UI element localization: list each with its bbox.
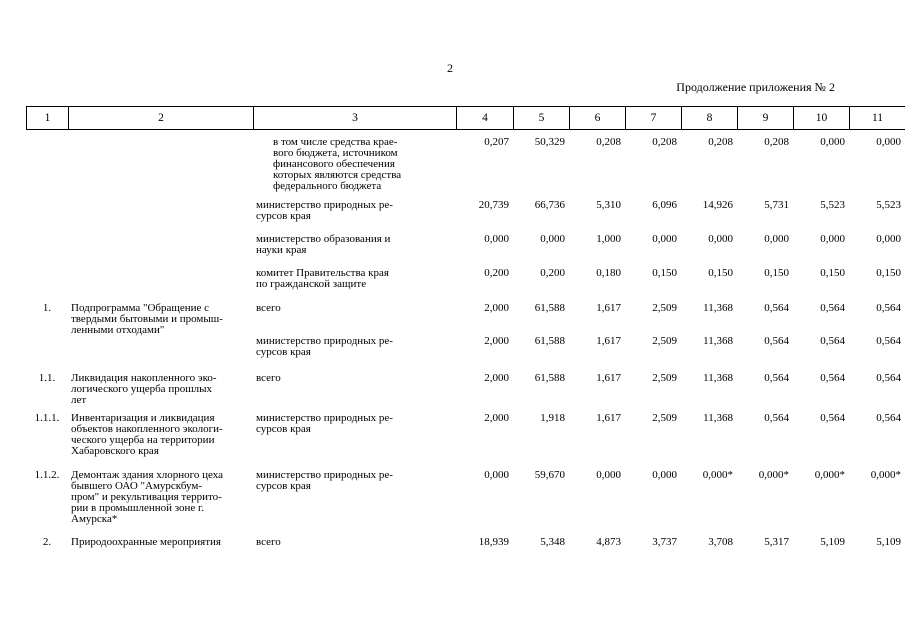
value-cell: 0,000 [652, 233, 677, 245]
value-cell: 5,317 [764, 536, 789, 548]
value-cell: 2,000 [484, 372, 509, 384]
row-number [26, 234, 68, 268]
row-name [68, 200, 253, 234]
row-number [26, 336, 68, 373]
value-cell: 0,564 [820, 372, 845, 384]
budget-table [26, 137, 905, 557]
value-cell: 5,523 [876, 199, 901, 211]
header-col-11: 11 [850, 107, 905, 130]
value-cell: 11,368 [703, 335, 733, 347]
value-cell: 0,564 [876, 302, 901, 314]
row-executor: министерство природных ре- сурсов края [256, 335, 393, 358]
value-cell: 0,200 [540, 267, 565, 279]
value-cell: 5,731 [764, 199, 789, 211]
row-number: 1.1.1. [34, 412, 60, 424]
table-row [26, 268, 905, 303]
value-cell: 3,737 [652, 536, 677, 548]
column-number-header [26, 106, 905, 130]
row-name [68, 234, 253, 268]
table-row [26, 537, 905, 557]
value-cell: 11,368 [703, 372, 733, 384]
value-cell: 4,873 [596, 536, 621, 548]
value-cell: 2,000 [484, 335, 509, 347]
value-cell: 0,200 [484, 267, 509, 279]
value-cell: 0,564 [764, 335, 789, 347]
value-cell: 5,109 [820, 536, 845, 548]
table-row [26, 303, 905, 336]
row-executor: всего [256, 302, 281, 314]
value-cell: 2,509 [652, 412, 677, 424]
value-cell: 0,000 [876, 136, 901, 148]
header-col-9: 9 [738, 107, 794, 130]
header-col-10: 10 [794, 107, 850, 130]
value-cell: 61,588 [534, 372, 565, 384]
value-cell: 0,564 [820, 335, 845, 347]
value-cell: 0,208 [764, 136, 789, 148]
value-cell: 5,310 [596, 199, 621, 211]
value-cell: 14,926 [702, 199, 733, 211]
value-cell: 0,150 [876, 267, 901, 279]
value-cell: 66,736 [534, 199, 565, 211]
table-row [26, 234, 905, 268]
row-name [68, 268, 253, 303]
value-cell: 0,000 [484, 233, 509, 245]
value-cell: 0,000 [596, 469, 621, 481]
row-number [26, 200, 68, 234]
value-cell: 2,509 [652, 335, 677, 347]
value-cell: 0,180 [596, 267, 621, 279]
header-col-2: 2 [69, 107, 254, 130]
value-cell: 18,939 [478, 536, 509, 548]
value-cell: 5,109 [876, 536, 901, 548]
row-executor: министерство образования и науки края [256, 233, 391, 256]
value-cell: 1,000 [596, 233, 621, 245]
value-cell: 1,918 [540, 412, 565, 424]
value-cell: 0,564 [764, 412, 789, 424]
value-cell: 0,564 [820, 302, 845, 314]
page-number: 2 [447, 61, 453, 75]
row-executor: комитет Правительства края по гражданской защите [256, 267, 389, 290]
value-cell: 2,000 [484, 412, 509, 424]
value-cell: 61,588 [534, 302, 565, 314]
value-cell: 1,617 [596, 302, 621, 314]
value-cell: 0,564 [764, 302, 789, 314]
value-cell: 6,096 [652, 199, 677, 211]
row-number: 1.1. [38, 372, 56, 384]
value-cell: 5,348 [540, 536, 565, 548]
value-cell: 5,523 [820, 199, 845, 211]
row-executor: министерство природных ре- сурсов края [256, 412, 393, 435]
value-cell: 0,150 [820, 267, 845, 279]
row-name [68, 137, 253, 200]
value-cell: 0,564 [764, 372, 789, 384]
value-cell: 0,000 [820, 233, 845, 245]
row-name: Инвентаризация и ликвидация объектов накопленного экологи- ческого ущерба на территории Хабаровского края [71, 412, 223, 457]
value-cell: 2,509 [652, 372, 677, 384]
value-cell: 20,739 [478, 199, 509, 211]
table-row [26, 137, 905, 200]
row-name: Демонтаж здания хлорного цеха бывшего ОАО "Амурскбум- пром" и рекультивация террито- рии в промышленной зоне г. Амурска* [71, 469, 223, 525]
value-cell: 1,617 [596, 412, 621, 424]
value-cell: 2,509 [652, 302, 677, 314]
table-row [26, 373, 905, 413]
header-col-3: 3 [254, 107, 457, 130]
row-executor: всего [256, 536, 281, 548]
table-row [26, 470, 905, 537]
header-col-8: 8 [682, 107, 738, 130]
value-cell: 59,670 [534, 469, 565, 481]
header-col-6: 6 [570, 107, 626, 130]
value-cell: 0,000* [870, 469, 901, 481]
row-number [26, 137, 68, 200]
row-number: 1. [42, 302, 52, 314]
row-number: 1.1.2. [34, 469, 60, 481]
row-executor: всего [256, 372, 281, 384]
value-cell: 0,564 [876, 412, 901, 424]
value-cell: 3,708 [708, 536, 733, 548]
value-cell: 0,000 [540, 233, 565, 245]
value-cell: 0,150 [708, 267, 733, 279]
row-number [26, 268, 68, 303]
value-cell: 0,564 [876, 335, 901, 347]
header-col-7: 7 [626, 107, 682, 130]
row-number: 2. [42, 536, 52, 548]
value-cell: 0,208 [708, 136, 733, 148]
header-col-4: 4 [457, 107, 514, 130]
header-col-1: 1 [27, 107, 69, 130]
header-col-5: 5 [514, 107, 570, 130]
value-cell: 0,564 [820, 412, 845, 424]
row-executor: министерство природных ре- сурсов края [256, 469, 393, 492]
row-executor: министерство природных ре- сурсов края [256, 199, 393, 222]
value-cell: 0,000 [484, 469, 509, 481]
row-name [68, 336, 253, 373]
value-cell: 0,000 [764, 233, 789, 245]
value-cell: 0,000 [708, 233, 733, 245]
value-cell: 0,150 [652, 267, 677, 279]
table-row [26, 336, 905, 373]
continuation-label: Продолжение приложения № 2 [676, 80, 835, 94]
row-name: Природоохранные мероприятия [71, 536, 221, 548]
value-cell: 0,000 [876, 233, 901, 245]
row-name: Ликвидация накопленного эко- логического ущерба прошлых лет [71, 372, 217, 406]
value-cell: 2,000 [484, 302, 509, 314]
value-cell: 0,150 [764, 267, 789, 279]
row-executor: в том числе средства крае- вого бюджета, источником финансового обеспечения которых являются средства федерального бюджета [273, 136, 402, 192]
value-cell: 1,617 [596, 335, 621, 347]
value-cell: 0,000* [758, 469, 789, 481]
value-cell: 0,208 [652, 136, 677, 148]
value-cell: 0,207 [484, 136, 509, 148]
value-cell: 1,617 [596, 372, 621, 384]
table-row [26, 413, 905, 470]
table-row [26, 200, 905, 234]
row-name: Подпрограмма "Обращение с твердыми бытовыми и промыш- ленными отходами" [71, 302, 223, 336]
value-cell: 11,368 [703, 302, 733, 314]
value-cell: 0,564 [876, 372, 901, 384]
value-cell: 61,588 [534, 335, 565, 347]
value-cell: 0,000 [820, 136, 845, 148]
value-cell: 0,000* [702, 469, 733, 481]
value-cell: 0,000* [814, 469, 845, 481]
value-cell: 50,329 [534, 136, 565, 148]
value-cell: 11,368 [703, 412, 733, 424]
value-cell: 0,000 [652, 469, 677, 481]
value-cell: 0,208 [596, 136, 621, 148]
